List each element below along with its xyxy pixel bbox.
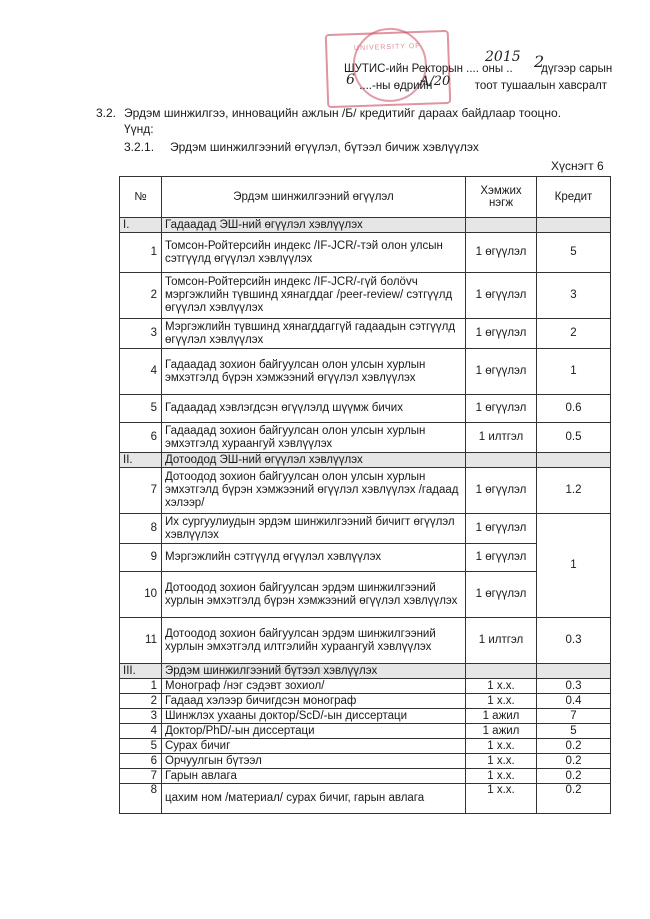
- row-unit: 1 х.х.: [466, 739, 537, 754]
- row-name: Орчуулгын бүтээл: [162, 754, 466, 769]
- row-credit: 1.2: [537, 468, 611, 514]
- row-name: Гарын авлага: [162, 769, 466, 784]
- table-row: [120, 754, 611, 769]
- row-no: 3: [120, 319, 162, 349]
- credit-table: [119, 176, 611, 814]
- row-no: 2: [120, 694, 162, 709]
- row-unit: 1 ажил: [466, 709, 537, 724]
- section-title: Дотоодод ЭШ-ний өгүүлэл хэвлүүлэх: [162, 453, 466, 468]
- row-unit: 1 илтгэл: [466, 423, 537, 453]
- table-row: [120, 679, 611, 694]
- row-name: цахим ном /материал/ сурах бичиг, гарын авлага: [162, 784, 466, 814]
- section-blank: [537, 664, 611, 679]
- decree-line-2: [348, 80, 607, 92]
- row-no: 7: [120, 769, 162, 784]
- row-unit: 1 өгүүлэл: [466, 273, 537, 319]
- handwritten-day: 6: [346, 72, 355, 88]
- handwritten-month: 2: [534, 52, 545, 71]
- decree-line2-prefix: ....-ны өдрийн: [359, 80, 433, 92]
- row-credit: 0.2: [537, 739, 611, 754]
- row-credit: 7: [537, 709, 611, 724]
- row-credit: 5: [537, 724, 611, 739]
- row-name: Дотоодод зохион байгуулсан эрдэм шинжилгээний хурлын эмхэтгэлд бүрэн хэмжээний өгүүлэл хэвлүүлэх: [162, 572, 466, 618]
- row-unit: 1 өгүүлэл: [466, 395, 537, 423]
- section-blank: [466, 218, 537, 233]
- table-row: [120, 423, 611, 453]
- table-row: [120, 618, 611, 664]
- section-row: [120, 218, 611, 233]
- subsection-number: 3.2.1.: [124, 140, 155, 154]
- row-no: 8: [120, 784, 162, 814]
- table-row: [120, 694, 611, 709]
- row-no: 6: [120, 754, 162, 769]
- row-no: 3: [120, 709, 162, 724]
- table-row: [120, 273, 611, 319]
- handwritten-year: 2015: [485, 49, 521, 65]
- decree-line-1: [344, 63, 612, 75]
- row-no: 4: [120, 724, 162, 739]
- section-roman: III.: [120, 664, 162, 679]
- row-no: 9: [120, 544, 162, 572]
- row-credit: 0.5: [537, 423, 611, 453]
- row-name: Монограф /нэг сэдэвт зохиол/: [162, 679, 466, 694]
- row-name: Гадаадад зохион байгуулсан олон улсын хурлын эмхэтгэлд бүрэн хэмжээний өгүүлэл хэвлүүлэх: [162, 349, 466, 395]
- decree-line1-prefix: ШУТИС-ийн Ректорын .... оны ..: [344, 63, 513, 75]
- row-unit: 1 өгүүлэл: [466, 544, 537, 572]
- row-no: 5: [120, 395, 162, 423]
- table-row: [120, 514, 611, 544]
- row-unit: 1 илтгэл: [466, 618, 537, 664]
- row-name: Томсон-Ройтерсийн индекс /IF-JCR/-тэй олон улсын сэтгүүлд өгүүлэл хэвлүүлэх: [162, 233, 466, 273]
- table-row: [120, 233, 611, 273]
- row-unit: 1 өгүүлэл: [466, 349, 537, 395]
- row-name: Сурах бичиг: [162, 739, 466, 754]
- row-credit: 3: [537, 273, 611, 319]
- row-unit: 1 х.х.: [466, 679, 537, 694]
- row-unit: 1 өгүүлэл: [466, 468, 537, 514]
- section-number: 3.2.: [96, 106, 117, 120]
- section-row: [120, 664, 611, 679]
- section-text-line1: Эрдэм шинжилгээ, инновацийн ажлын /Б/ кредитийг дараах байдлаар тооцно.: [124, 106, 562, 120]
- row-credit: 2: [537, 319, 611, 349]
- table-row: [120, 784, 611, 814]
- row-unit: 1 х.х.: [466, 754, 537, 769]
- row-credit: 0.2: [537, 784, 611, 814]
- row-name: Их сургуулиудын эрдэм шинжилгээний бичигт өгүүлэл хэвлүүлэх: [162, 514, 466, 544]
- section-text-line2: Үүнд:: [124, 122, 154, 136]
- row-name: Гадаад хэлээр бичигдсэн монограф: [162, 694, 466, 709]
- table-row: [120, 709, 611, 724]
- table-row: [120, 349, 611, 395]
- section-roman: I.: [120, 218, 162, 233]
- row-no: 11: [120, 618, 162, 664]
- subsection-title: Эрдэм шинжилгээний өгүүлэл, бүтээл бичиж хэвлүүлэх: [170, 140, 479, 154]
- row-unit: 1 өгүүлэл: [466, 514, 537, 544]
- table-row: [120, 319, 611, 349]
- row-no: 4: [120, 349, 162, 395]
- row-no: 1: [120, 233, 162, 273]
- row-credit: 0.4: [537, 694, 611, 709]
- section-roman: II.: [120, 453, 162, 468]
- section-row: [120, 453, 611, 468]
- row-unit: 1 х.х.: [466, 784, 537, 814]
- table-header-row: [120, 177, 611, 218]
- table-row: [120, 395, 611, 423]
- row-unit: 1 х.х.: [466, 769, 537, 784]
- header-credit: Кредит: [537, 177, 611, 218]
- row-name: Дотоодод зохион байгуулсан эрдэм шинжилгээний хурлын эмхэтгэлд илтгэлийн хураангуй хэвлүүлэх: [162, 618, 466, 664]
- stamp-text: UNIVERSITY OF: [353, 42, 421, 53]
- row-name: Дотоодод зохион байгуулсан олон улсын хурлын эмхэтгэлд бүрэн хэмжээний өгүүлэл хэвлүүлэх /гадаад хэлээр/: [162, 468, 466, 514]
- row-name: Мэргэжлийн түвшинд хянагддаггүй гадаадын сэтгүүлд өгүүлэл хэвлүүлэх: [162, 319, 466, 349]
- row-credit: 1: [537, 514, 611, 618]
- row-no: 7: [120, 468, 162, 514]
- row-no: 6: [120, 423, 162, 453]
- row-no: 2: [120, 273, 162, 319]
- decree-line2-suffix: тоот тушаалын хавсралт: [474, 80, 608, 92]
- row-name: Доктор/PhD/-ын диссертаци: [162, 724, 466, 739]
- row-no: 1: [120, 679, 162, 694]
- header-unit: Хэмжих нэгж: [466, 177, 537, 218]
- row-credit: 0.2: [537, 754, 611, 769]
- row-name: Томсон-Ройтерсийн индекс /IF-JCR/-гүй болövч мэргэжлийн түвшинд хянагддаг /peer-review/ сэтгүүлд өгүүлэл хэвлүүлэх: [162, 273, 466, 319]
- section-blank: [466, 453, 537, 468]
- row-name: Мэргэжлийн сэтгүүлд өгүүлэл хэвлүүлэх: [162, 544, 466, 572]
- section-blank: [466, 664, 537, 679]
- header-article: Эрдэм шинжилгээний өгүүлэл: [162, 177, 466, 218]
- table-row: [120, 468, 611, 514]
- decree-line1-suffix: дүгээр сарын: [541, 63, 613, 75]
- section-title: Гадаадад ЭШ-ний өгүүлэл хэвлүүлэх: [162, 218, 466, 233]
- row-credit: 0.6: [537, 395, 611, 423]
- table-row: [120, 724, 611, 739]
- section-title: Эрдэм шинжилгээний бүтээл хэвлүүлэх: [162, 664, 466, 679]
- table-row: [120, 739, 611, 754]
- row-name: Гадаадад зохион байгуулсан олон улсын хурлын эмхэтгэлд хураангуй хэвлүүлэх: [162, 423, 466, 453]
- table-label: Хүснэгт 6: [551, 159, 604, 173]
- row-unit: 1 ажил: [466, 724, 537, 739]
- row-credit: 5: [537, 233, 611, 273]
- row-name: Гадаадад хэвлэгдсэн өгүүлэлд шүүмж бичих: [162, 395, 466, 423]
- row-credit: 0.2: [537, 769, 611, 784]
- section-blank: [537, 453, 611, 468]
- row-credit: 0.3: [537, 618, 611, 664]
- row-unit: 1 өгүүлэл: [466, 319, 537, 349]
- row-credit: 0.3: [537, 679, 611, 694]
- handwritten-number: A/20: [420, 74, 451, 89]
- row-credit: 1: [537, 349, 611, 395]
- section-blank: [537, 218, 611, 233]
- row-no: 10: [120, 572, 162, 618]
- row-unit: 1 х.х.: [466, 694, 537, 709]
- row-name: Шинжлэх ухааны доктор/ScD/-ын диссертаци: [162, 709, 466, 724]
- header-no: №: [120, 177, 162, 218]
- table-row: [120, 769, 611, 784]
- row-unit: 1 өгүүлэл: [466, 572, 537, 618]
- row-unit: 1 өгүүлэл: [466, 233, 537, 273]
- row-no: 5: [120, 739, 162, 754]
- row-no: 8: [120, 514, 162, 544]
